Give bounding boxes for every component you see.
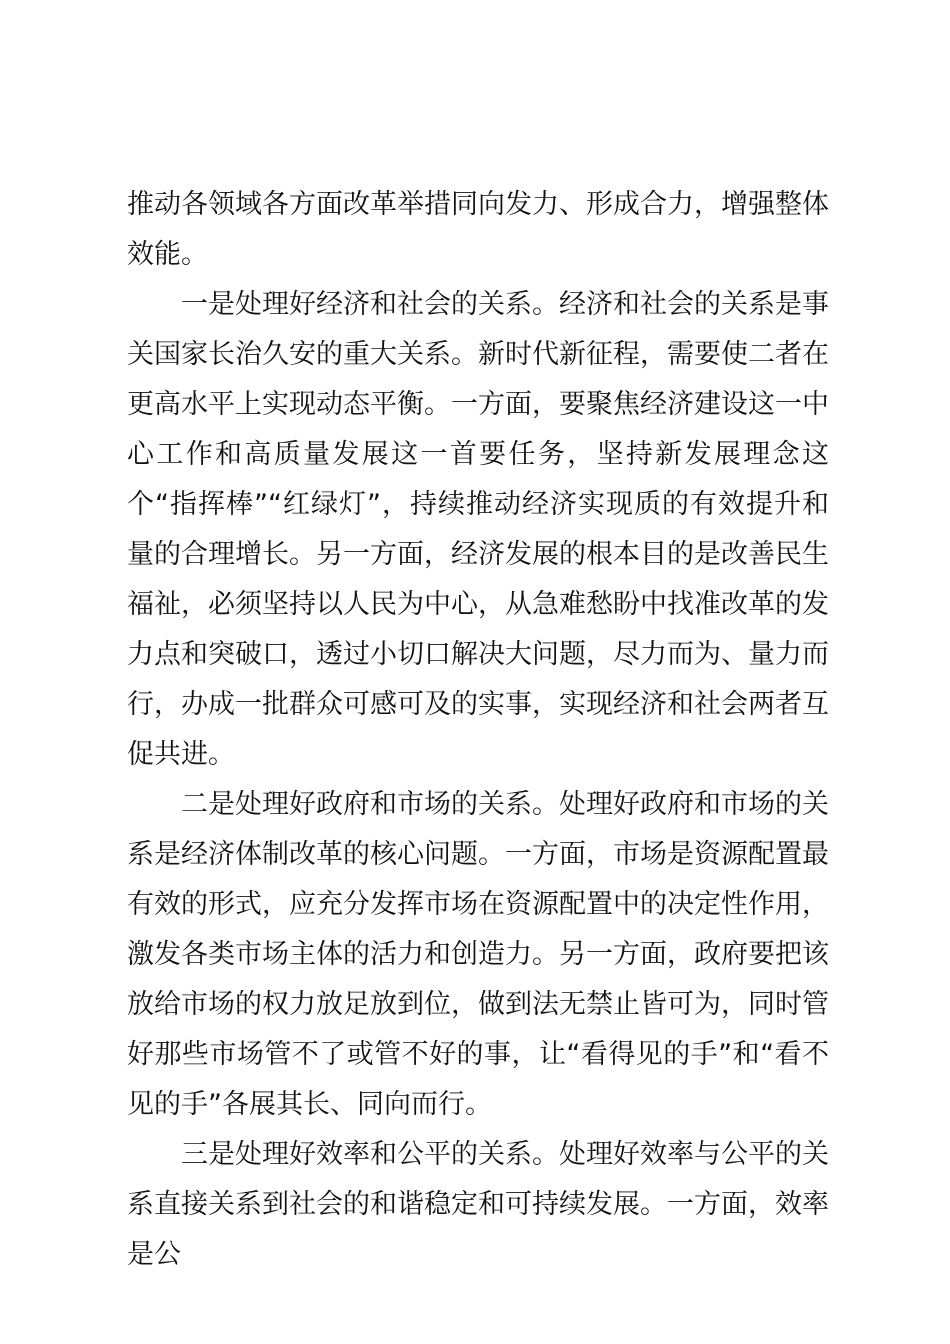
paragraph-economy-society: 一是处理好经济和社会的关系。经济和社会的关系是事关国家长治久安的重大关系。新时代新征程，需要使二者在更高水平上实现动态平衡。一方面，要聚焦经济建设这一中心工作和高质量发展这一首要任务，坚持新发展理念这个“指挥棒”“红绿灯”，持续推动经济实现质的有效提升和量的合理增长。另一方面，经济发展的根本目的是改善民生福祉，必须坚持以人民为中心，从急难愁盼中找准改革的发力点和突破口，透过小切口解决大问题，尽力而为、量力而行，办成一批群众可感可及的实事，实现经济和社会两者互促共进。 [127, 289, 829, 770]
paragraph-efficiency-fairness: 三是处理好效率和公平的关系。处理好效率与公平的关系直接关系到社会的和谐稳定和可持续发展。一方面，效率是公 [127, 1139, 829, 1270]
paragraph-continuation: 推动各领域各方面改革举措同向发力、形成合力，增强整体效能。 [127, 189, 829, 270]
paragraph-government-market: 二是处理好政府和市场的关系。处理好政府和市场的关系是经济体制改革的核心问题。一方面，市场是资源配置最有效的形式，应充分发挥市场在资源配置中的决定性作用，激发各类市场主体的活力和创造力。另一方面，政府要把该放给市场的权力放足放到位，做到法无禁止皆可为，同时管好那些市场管不了或管不好的事，让“看得见的手”和“看不见的手”各展其长、同向而行。 [127, 789, 829, 1120]
body-text [127, 180, 829, 1280]
